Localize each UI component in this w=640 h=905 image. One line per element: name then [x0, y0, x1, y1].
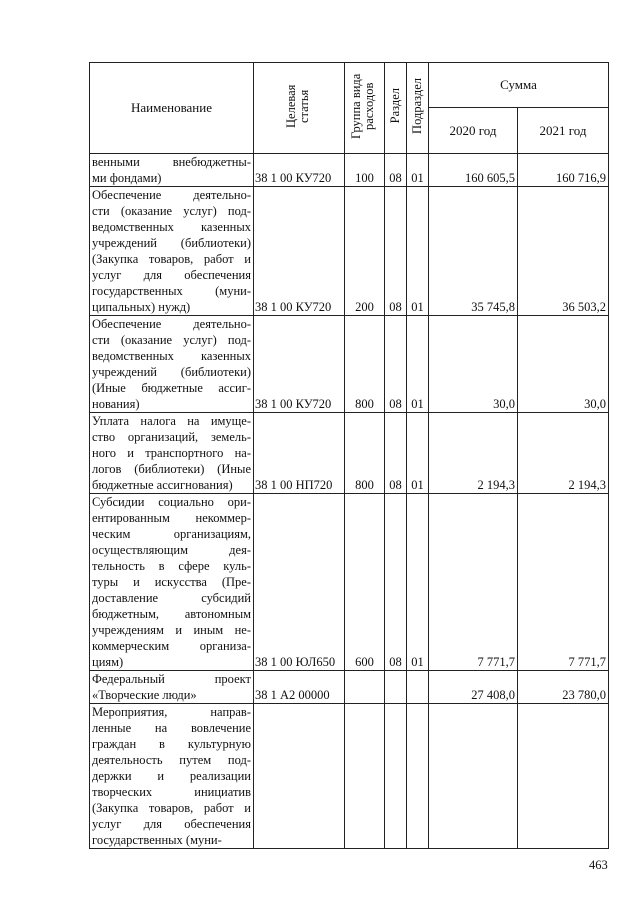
name-line: Мероприятия, направ- — [92, 705, 251, 719]
name-line: Федеральный проект — [92, 672, 251, 686]
cell-target — [254, 316, 345, 413]
cell-target — [254, 494, 345, 671]
cell-group — [345, 316, 385, 413]
cell-sum-2021 — [518, 704, 609, 849]
cell-section — [385, 187, 407, 316]
cell-subsection-value: 01 — [411, 171, 424, 185]
table-row — [90, 187, 609, 316]
cell-subsection — [407, 154, 429, 187]
cell-section — [385, 494, 407, 671]
name-line: венными внебюджетны- — [92, 155, 251, 169]
name-line: государственных (муни- — [92, 833, 222, 847]
table-row — [90, 154, 609, 187]
cell-sum-2021 — [518, 154, 609, 187]
cell-group-value: 800 — [355, 478, 374, 492]
cell-sum-2021 — [518, 187, 609, 316]
name-line: Обеспечение деятельно- — [92, 317, 251, 331]
cell-subsection-value: 01 — [411, 478, 424, 492]
name-line: туры и искусства (Пре- — [92, 575, 251, 589]
cell-subsection — [407, 671, 429, 704]
header-target: Целевая статья — [254, 63, 345, 154]
cell-sum-2021-value: 23 780,0 — [562, 688, 606, 702]
name-line: (Закупка товаров, работ и — [92, 801, 251, 815]
cell-sum-2020 — [429, 671, 518, 704]
cell-sum-2021-value: 30,0 — [584, 397, 606, 411]
cell-sum-2020-value: 160 605,5 — [465, 171, 515, 185]
name-line: услуг для обеспечения — [92, 817, 251, 831]
table-row — [90, 316, 609, 413]
name-line: граждан в культурную — [92, 737, 251, 751]
cell-name — [90, 316, 254, 413]
name-line: ципальных) нужд) — [92, 300, 191, 314]
table-row — [90, 494, 609, 671]
cell-target-value: 38 1 00 КУ720 — [255, 171, 332, 185]
name-line: учреждениям и иным не- — [92, 623, 251, 637]
cell-subsection — [407, 187, 429, 316]
cell-group-value: 600 — [355, 655, 374, 669]
cell-subsection — [407, 316, 429, 413]
cell-group — [345, 187, 385, 316]
header-year-2020: 2020 год — [429, 108, 518, 154]
name-line: услуг для обеспечения — [92, 268, 251, 282]
cell-section-value: 08 — [389, 397, 402, 411]
cell-target — [254, 154, 345, 187]
cell-group — [345, 154, 385, 187]
name-line: творческих инициатив — [92, 785, 251, 799]
cell-target-value: 38 1 00 КУ720 — [255, 300, 332, 314]
cell-sum-2020 — [429, 154, 518, 187]
cell-sum-2020 — [429, 316, 518, 413]
cell-sum-2021-value: 36 503,2 — [562, 300, 606, 314]
name-line: Обеспечение деятельно- — [92, 188, 251, 202]
cell-sum-2021 — [518, 316, 609, 413]
name-line: коммерческим организа- — [92, 639, 251, 653]
name-line: ство организаций, земель- — [92, 430, 251, 444]
cell-sum-2020 — [429, 494, 518, 671]
name-line: нования) — [92, 397, 140, 411]
name-line: циям) — [92, 655, 124, 669]
cell-section — [385, 154, 407, 187]
cell-subsection-value: 01 — [411, 397, 424, 411]
name-line: Уплата налога на имуще- — [92, 414, 251, 428]
cell-name — [90, 413, 254, 494]
cell-group — [345, 704, 385, 849]
cell-target — [254, 671, 345, 704]
cell-sum-2020-value: 30,0 — [493, 397, 515, 411]
cell-sum-2020-value: 35 745,8 — [471, 300, 515, 314]
cell-subsection — [407, 704, 429, 849]
name-line: ведомственных казенных — [92, 220, 251, 234]
header-sum: Сумма — [429, 63, 609, 108]
budget-table — [89, 62, 609, 849]
cell-section — [385, 413, 407, 494]
name-line: учреждений (библиотеки) — [92, 365, 251, 379]
header-subsection: Подраздел — [407, 63, 429, 154]
header-year-2021: 2021 год — [518, 108, 609, 154]
cell-section — [385, 671, 407, 704]
cell-subsection — [407, 494, 429, 671]
cell-section — [385, 704, 407, 849]
cell-section-value: 08 — [389, 655, 402, 669]
cell-subsection-value: 01 — [411, 300, 424, 314]
cell-group — [345, 671, 385, 704]
cell-sum-2020-value: 27 408,0 — [471, 688, 515, 702]
cell-sum-2020-value: 2 194,3 — [477, 478, 515, 492]
name-line: сти (оказание услуг) под- — [92, 333, 251, 347]
cell-sum-2021 — [518, 671, 609, 704]
name-line: государственных (муни- — [92, 284, 251, 298]
cell-target-value: 38 1 А2 00000 — [255, 688, 330, 702]
name-line: учреждений (библиотеки) — [92, 236, 251, 250]
cell-name — [90, 671, 254, 704]
cell-name — [90, 494, 254, 671]
cell-group-value: 100 — [355, 171, 374, 185]
cell-group — [345, 413, 385, 494]
cell-sum-2020-value: 7 771,7 — [477, 655, 515, 669]
name-line: ведомственных казенных — [92, 349, 251, 363]
cell-name — [90, 704, 254, 849]
name-line: ного и транспортного на- — [92, 446, 251, 460]
cell-target — [254, 704, 345, 849]
cell-sum-2021-value: 7 771,7 — [568, 655, 606, 669]
cell-group-value: 200 — [355, 300, 374, 314]
cell-target — [254, 413, 345, 494]
name-line: бюджетные ассигнования) — [92, 478, 233, 492]
name-line: держки и реализации — [92, 769, 251, 783]
name-line: доставление субсидий — [92, 591, 251, 605]
name-line: сти (оказание услуг) под- — [92, 204, 251, 218]
cell-group — [345, 494, 385, 671]
name-line: ентированным некоммер- — [92, 511, 251, 525]
cell-sum-2021 — [518, 413, 609, 494]
table-row — [90, 413, 609, 494]
table-row — [90, 704, 609, 849]
cell-name — [90, 154, 254, 187]
name-line: логов (библиотеки) (Иные — [92, 462, 251, 476]
table-row — [90, 671, 609, 704]
cell-subsection-value: 01 — [411, 655, 424, 669]
header-section: Раздел — [385, 63, 407, 154]
name-line: ми фондами) — [92, 171, 162, 185]
cell-section — [385, 316, 407, 413]
cell-group-value: 800 — [355, 397, 374, 411]
cell-target — [254, 187, 345, 316]
cell-sum-2020 — [429, 187, 518, 316]
cell-sum-2021-value: 160 716,9 — [556, 171, 606, 185]
cell-subsection — [407, 413, 429, 494]
cell-section-value: 08 — [389, 171, 402, 185]
name-line: тельность в сфере куль- — [92, 559, 251, 573]
name-line: деятельность путем под- — [92, 753, 251, 767]
name-line: ленные на вовлечение — [92, 721, 251, 735]
cell-sum-2021 — [518, 494, 609, 671]
name-line: осуществляющим дея- — [92, 543, 251, 557]
cell-sum-2020 — [429, 413, 518, 494]
cell-target-value: 38 1 00 ЮЛ650 — [255, 655, 336, 669]
cell-section-value: 08 — [389, 478, 402, 492]
cell-section-value: 08 — [389, 300, 402, 314]
cell-target-value: 38 1 00 НП720 — [255, 478, 333, 492]
cell-target-value: 38 1 00 КУ720 — [255, 397, 332, 411]
name-line: (Закупка товаров, работ и — [92, 252, 251, 266]
cell-sum-2020 — [429, 704, 518, 849]
name-line: бюджетным, автономным — [92, 607, 251, 621]
cell-name — [90, 187, 254, 316]
name-line: (Иные бюджетные ассиг- — [92, 381, 251, 395]
header-group: Группа вида расходов — [345, 63, 385, 154]
name-line: «Творческие люди» — [92, 688, 197, 702]
name-line: ческим организациям, — [92, 527, 251, 541]
page-number: 463 — [589, 858, 608, 872]
name-line: Субсидии социально ори- — [92, 495, 251, 509]
cell-sum-2021-value: 2 194,3 — [568, 478, 606, 492]
header-name: Наименование — [90, 63, 254, 154]
